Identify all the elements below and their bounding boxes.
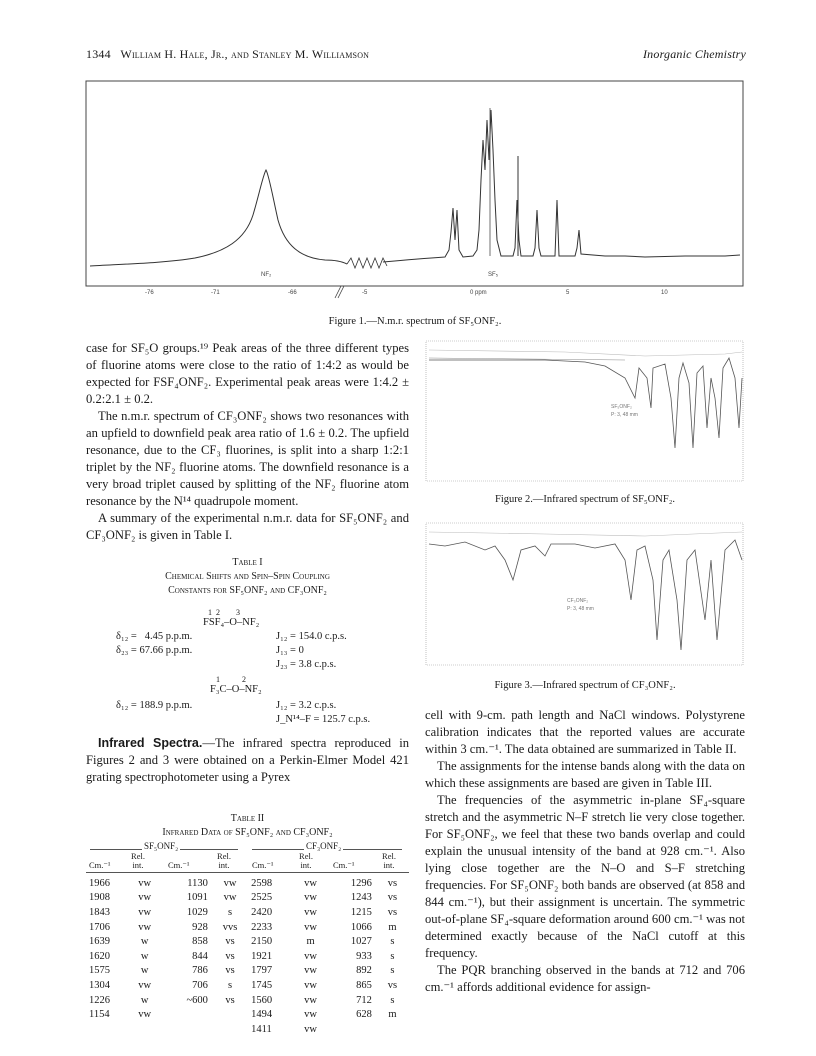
table-2-title	[86, 812, 409, 840]
spectrum-annotation: P: 3, 48 mm	[567, 606, 594, 612]
table-cell: 844	[192, 950, 208, 962]
ir-paragraph	[86, 735, 409, 786]
table-cell: 1620	[89, 950, 110, 962]
paragraph: The n.m.r. spectrum of CF₃ONF₂ shows two resonances with an upfield to downfield peak area ratio of 1.6 ± 0.2. The upfield resonance, due to the CF₃ fluorines, is split into a sharp 1:2:1 triplet by the NF₂ fluorine atoms. The downfield resonance is a very broad triplet caused by splitting of the NF₂ fluorine atom resonance by the N¹⁴ quadrupole moment.	[86, 409, 409, 508]
table-cell: vw	[138, 877, 152, 889]
table-row	[86, 993, 409, 1008]
table-cell: vs	[387, 892, 398, 904]
coupling-constant: J₁₂ = 154.0 c.p.s.	[276, 631, 347, 642]
table-cell: vs	[225, 936, 235, 948]
left-column-text	[86, 340, 409, 544]
ir-trace	[429, 358, 742, 448]
table-row	[86, 1007, 409, 1022]
table-row	[86, 1022, 409, 1037]
table-cell: m	[306, 936, 315, 948]
col-header: Cm.⁻¹	[252, 860, 274, 870]
table-cell: 2150	[251, 936, 273, 948]
table-cell: 1243	[350, 892, 372, 904]
table-cell: 1226	[89, 994, 110, 1006]
table-cell: 1843	[89, 906, 110, 918]
chemical-shift: δ₁₂ = 4.45 p.p.m.	[116, 631, 193, 642]
page-number: 1344	[86, 47, 111, 61]
paragraph: —The infrared spectra reproduced in Figures 2 and 3 were obtained on a Perkin-Elmer Model 421 grating spectrophotometer using a Pyrex	[86, 736, 410, 784]
table-cell: 2420	[251, 906, 273, 918]
table-cell	[212, 1022, 248, 1037]
table-cell: 933	[356, 950, 372, 962]
authors: William H. Hale, Jr., and Stanley M. Williamson	[120, 47, 370, 61]
table-cell: m	[388, 1009, 397, 1021]
table-cell: 1706	[89, 921, 110, 933]
tick-label: -76	[145, 290, 154, 296]
table-row	[86, 978, 409, 993]
figure-1-nmr-spectrum	[85, 80, 745, 305]
table-cell: vw	[138, 892, 152, 904]
table-cell: 1029	[186, 906, 208, 918]
table-cell	[164, 1007, 212, 1022]
table-cell: vs	[225, 950, 235, 962]
tick-label: 10	[661, 290, 668, 296]
table-cell: vw	[304, 950, 317, 962]
table-cell: 1560	[251, 994, 273, 1006]
col-header: Rel. int.	[131, 851, 145, 870]
figure-3-caption: Figure 3.—Infrared spectrum of CF₃ONF₂.	[494, 680, 676, 691]
table-cell: 1411	[251, 1023, 272, 1035]
table-row	[86, 891, 409, 906]
page-header-left	[86, 47, 369, 62]
table-cell: 1091	[186, 892, 208, 904]
coupling-constant: J₁₂ = 3.2 c.p.s.	[276, 700, 337, 711]
table-cell: 1575	[89, 965, 110, 977]
table-cell: s	[390, 965, 395, 977]
figure-2-caption: Figure 2.—Infrared spectrum of SF₅ONF₂.	[495, 494, 675, 505]
table-cell: 1639	[89, 936, 110, 948]
table-cell: 1215	[350, 906, 372, 918]
atom-numbering: 1 2 3	[208, 608, 240, 617]
table-row	[86, 949, 409, 964]
table-cell: 712	[356, 994, 372, 1006]
coupling-constant: J₂₃ = 3.8 c.p.s.	[276, 659, 337, 670]
table-label: Table I	[232, 557, 263, 568]
table-cell: vw	[223, 877, 237, 889]
journal-title: Inorganic Chemistry	[642, 47, 746, 61]
table-cell: 2233	[251, 921, 273, 933]
table-cell: vw	[138, 921, 152, 933]
table-cell: 1304	[89, 979, 110, 991]
section-heading: Infrared Spectra.	[98, 736, 203, 750]
table-cell	[126, 1022, 164, 1037]
table-row	[86, 876, 409, 891]
table-row	[86, 964, 409, 979]
table-cell	[330, 1022, 376, 1037]
col-header: Rel. int.	[382, 851, 396, 870]
table-cell: vw	[304, 921, 317, 933]
nmr-spectrum-plot	[85, 80, 745, 305]
table-cell: vw	[304, 979, 317, 991]
ir-spectrum-plot	[425, 338, 745, 488]
nf2-broad-peak	[90, 170, 347, 266]
table-cell: 892	[356, 965, 372, 977]
table-cell: s	[227, 906, 233, 918]
chemical-shift: δ₂₃ = 67.66 p.p.m.	[116, 645, 193, 656]
table-cell: vw	[138, 979, 152, 991]
table-cell: vs	[387, 979, 398, 991]
col-header: Rel. int.	[217, 851, 231, 870]
table-cell: vw	[223, 892, 237, 904]
table-cell: vw	[304, 892, 317, 904]
table-cell: 858	[192, 936, 208, 948]
spectrum-annotation: SF₅ONF₂	[611, 404, 632, 410]
table-cell: vw	[138, 1009, 152, 1021]
table-cell: vw	[304, 965, 317, 977]
coupling-constant: J₁₃ = 0	[276, 645, 304, 656]
chemical-shift: δ₁₂ = 188.9 p.p.m.	[116, 700, 193, 711]
group-header-cf3: CF₃ONF₂	[306, 841, 342, 851]
table-cell: vs	[387, 877, 398, 889]
table-cell: 1296	[350, 877, 372, 889]
table-cell: s	[390, 936, 395, 948]
table-cell: vs	[225, 994, 235, 1006]
table-title-line: Constants for SF₅ONF₂ and CF₃ONF₂	[168, 585, 327, 596]
right-column-text	[425, 707, 745, 996]
group-header-sf5: SF₅ONF₂	[144, 841, 179, 851]
col-header: Cm.⁻¹	[89, 860, 111, 870]
table-cell: s	[227, 979, 233, 991]
table-title-line: Infrared Data of SF₅ONF₂ and CF₃ONF₂	[162, 827, 333, 838]
spectrum-annotation: P: 3, 48 mm	[611, 412, 638, 418]
table-cell: vw	[304, 1023, 317, 1035]
table-cell: 928	[192, 921, 208, 933]
table-cell: 1745	[251, 979, 273, 991]
table-cell: vw	[304, 994, 317, 1006]
table-cell: w	[140, 994, 149, 1006]
table-cell: 1154	[89, 1009, 110, 1021]
table-row	[86, 905, 409, 920]
table-cell: 706	[192, 979, 208, 991]
table-cell: 2598	[251, 877, 273, 889]
nf2-peak-label: NF₂	[261, 272, 272, 278]
table-cell	[164, 1022, 212, 1037]
figure-1-caption: Figure 1.—N.m.r. spectrum of SF₅ONF₂.	[328, 316, 502, 327]
table-cell: 1797	[251, 965, 273, 977]
table-cell: 1908	[89, 892, 110, 904]
col-header: Cm.⁻¹	[333, 860, 355, 870]
paragraph: The PQR branching observed in the bands at 712 and 706 cm.⁻¹ affords additional evidence for assign-	[425, 963, 745, 994]
tick-label: -66	[288, 290, 297, 296]
table-row	[86, 920, 409, 935]
tick-label: -5	[362, 290, 368, 296]
table-cell: s	[390, 994, 395, 1006]
formula: FSF₄–O–NF₂	[203, 617, 260, 628]
table-cell: vw	[304, 877, 317, 889]
table-label: Table II	[230, 813, 265, 824]
table-cell: ~600	[186, 994, 208, 1006]
coupling-constant: J_N¹⁴–F = 125.7 c.p.s.	[276, 714, 371, 725]
table-cell: w	[140, 950, 149, 962]
table-cell: 1130	[187, 877, 208, 889]
table-cell: vs	[225, 965, 235, 977]
table-cell: vw	[138, 906, 152, 918]
formula: F₃C–O–NF₂	[210, 684, 262, 695]
col-header: Cm.⁻¹	[168, 860, 190, 870]
table-cell: m	[388, 921, 397, 933]
table-cell: 865	[356, 979, 372, 991]
table-cell: vw	[304, 1009, 317, 1021]
table-row	[86, 934, 409, 949]
tick-label: 5	[566, 290, 570, 296]
paragraph: The assignments for the intense bands along with the data on which these assignments are based are given in Table III.	[425, 759, 745, 790]
table-cell: vs	[387, 906, 398, 918]
tick-label: -71	[211, 290, 220, 296]
table-cell: 786	[192, 965, 208, 977]
table-cell	[212, 1007, 248, 1022]
paragraph: A summary of the experimental n.m.r. data for SF₅ONF₂ and CF₃ONF₂ is given in Table I.	[86, 511, 409, 542]
table-cell: w	[140, 936, 149, 948]
table-cell: w	[140, 965, 149, 977]
paragraph: cell with 9-cm. path length and NaCl windows. Polystyrene calibration indicates that the reported values are accurate within 3 cm.⁻¹. The data obtained are summarized in Table II.	[425, 708, 745, 756]
paragraph: The frequencies of the asymmetric in-plane SF₄-square stretch and the asymmetric N–F stretch lie very close together. For SF₅ONF₂, we feel that these two bands overlap and could explain the unusual intensity of the band at 928 cm.⁻¹. Also lying close together are the N–O and S–F stretching frequencies. For SF₅ONF₂ both bands are observed (at 858 and 844 cm.⁻¹), but their assignment is uncertain. The symmetric out-of-plane SF₄-square deformation around 600 cm.⁻¹ was not determined exactly because of the NaCl cutoff at this frequency.	[425, 793, 745, 960]
table-cell: s	[390, 950, 395, 962]
table-cell	[376, 1022, 409, 1037]
sf5-peak-label: SF₅	[488, 272, 499, 278]
table-title-line: Chemical Shifts and Spin–Spin Coupling	[165, 571, 330, 582]
table-cell: vvs	[222, 921, 238, 933]
table-cell: 2525	[251, 892, 273, 904]
table-cell: 628	[356, 1009, 372, 1021]
table-cell	[86, 1022, 126, 1037]
table-cell: 1494	[251, 1009, 273, 1021]
table-cell: 1966	[89, 877, 110, 889]
table-cell: 1027	[350, 936, 372, 948]
tick-label: 0 ppm	[470, 290, 487, 296]
sf5-multiplet	[383, 110, 740, 262]
table-cell: vw	[304, 906, 317, 918]
ir-spectrum-plot	[425, 520, 745, 672]
table-cell: 1066	[350, 921, 372, 933]
paragraph: case for SF₅O groups.¹⁹ Peak areas of the three different types of fluorine atoms were close to the ratio of 1:4:2 as would be expected for FSF₄ONF₂. Experimental peak areas were 1:4.2 ± 0.2:2.1 ± 0.2.	[86, 341, 409, 406]
table-1-title	[86, 556, 409, 598]
figure-2-ir-spectrum	[425, 338, 745, 488]
atom-numbering: 1 2	[216, 675, 246, 684]
spectrum-annotation: CF₃ONF₂	[567, 598, 589, 604]
ir-trace	[429, 540, 742, 650]
figure-3-ir-spectrum	[425, 520, 745, 672]
table-2-data	[86, 876, 409, 1037]
col-header: Rel. int.	[299, 851, 313, 870]
table-cell: 1921	[251, 950, 273, 962]
